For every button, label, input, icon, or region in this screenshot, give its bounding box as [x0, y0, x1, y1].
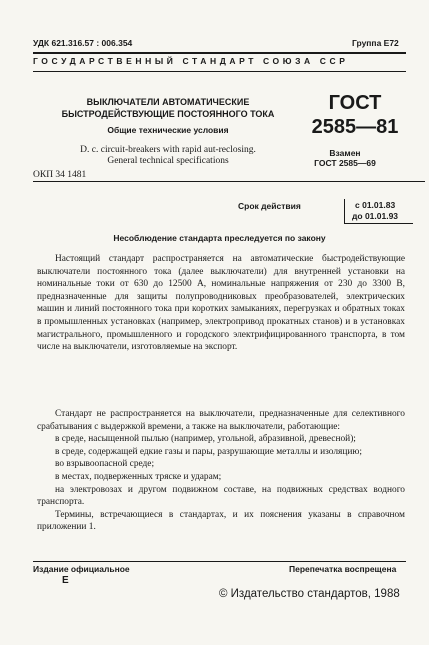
exclusion-item: на электровозах и другом подвижном составе, на подвижных средствах водного транспорта. [37, 484, 405, 508]
okp-code: ОКП 34 1481 [33, 170, 87, 180]
replaced-label: Взамен [329, 148, 361, 158]
copyright-notice: © Издательство стандартов, 1988 [219, 588, 400, 600]
legal-warning: Несоблюдение стандарта преследуется по закону [113, 233, 326, 243]
gost-label: ГОСТ [328, 92, 382, 114]
exclusion-item: в среде, содержащей едкие газы и пары, разрушающие металлы и изоляцию; [55, 446, 362, 457]
english-title [33, 145, 303, 167]
english-title-line-2: General technical specifications [107, 156, 229, 166]
udk-code: УДК 621.316.57 : 006.354 [33, 38, 133, 48]
group-code: Группа Е72 [352, 38, 399, 48]
validity-from: с 01.01.83 [355, 200, 396, 210]
official-edition-label: Издание официальное [33, 564, 130, 574]
header-rule-bottom [33, 71, 406, 72]
title-line-1: ВЫКЛЮЧАТЕЛИ АВТОМАТИЧЕСКИЕ [86, 97, 250, 107]
reprint-prohibited-label: Перепечатка воспрещена [289, 564, 397, 574]
paragraph-exclusions: Стандарт не распространяется на выключатели, предназначенные для селективного срабатывания с выдержкой времени, а также на выключатели, работающие: [37, 409, 405, 432]
state-standard-heading: ГОСУДАРСТВЕННЫЙ СТАНДАРТ СОЮЗА ССР [33, 56, 349, 66]
exclusion-item: в среде, насыщенной пылью (например, угольной, абразивной, древесной); [55, 434, 356, 445]
document-subtitle: Общие технические условия [107, 125, 229, 135]
footer-rule [33, 561, 406, 562]
edition-letter: Е [62, 575, 69, 586]
english-title-line-1: D. c. circuit-breakers with rapid aut-reclosing. [80, 145, 256, 155]
paragraph-terms: Термины, встречающиеся в стандартах, и их пояснения указаны в справочном приложении 1. [37, 509, 405, 533]
title-line-2: БЫСТРОДЕЙСТВУЮЩИЕ ПОСТОЯННОГО ТОКА [61, 109, 275, 119]
validity-label: Срок действия [238, 201, 301, 211]
document-title [33, 96, 303, 120]
body-section-1 [37, 253, 405, 354]
exclusion-item: во взрывоопасной среде; [55, 459, 155, 470]
body-section-2 [37, 408, 405, 534]
gost-number: 2585—81 [311, 116, 399, 138]
validity-to: до 01.01.93 [352, 211, 399, 221]
exclusion-item: в местах, подверженных тряске и ударам; [55, 471, 222, 482]
header-rule-top [33, 52, 406, 54]
paragraph-scope: Настоящий стандарт распространяется на автоматические быстродействующие выключатели постоянного тока (далее выключатели) для внутренней установки на номинальные токи от 630 до 12500 А, номинальные напряжения от 230 до 3300 В, предназначенные для защиты полупроводниковых преобразователей, электрических машин и линий постоянного тока при коротких замыканиях, перегрузках и обратных токах в промышленных установках (например, электропривод прокатных станов) и в установках магистрального, промышленного и городского электрифицированного транспорта, в том числе на выключатели, изготовляемые на экспорт. [37, 254, 405, 353]
okp-rule [33, 181, 425, 182]
replaced-standard: ГОСТ 2585—69 [314, 158, 376, 168]
